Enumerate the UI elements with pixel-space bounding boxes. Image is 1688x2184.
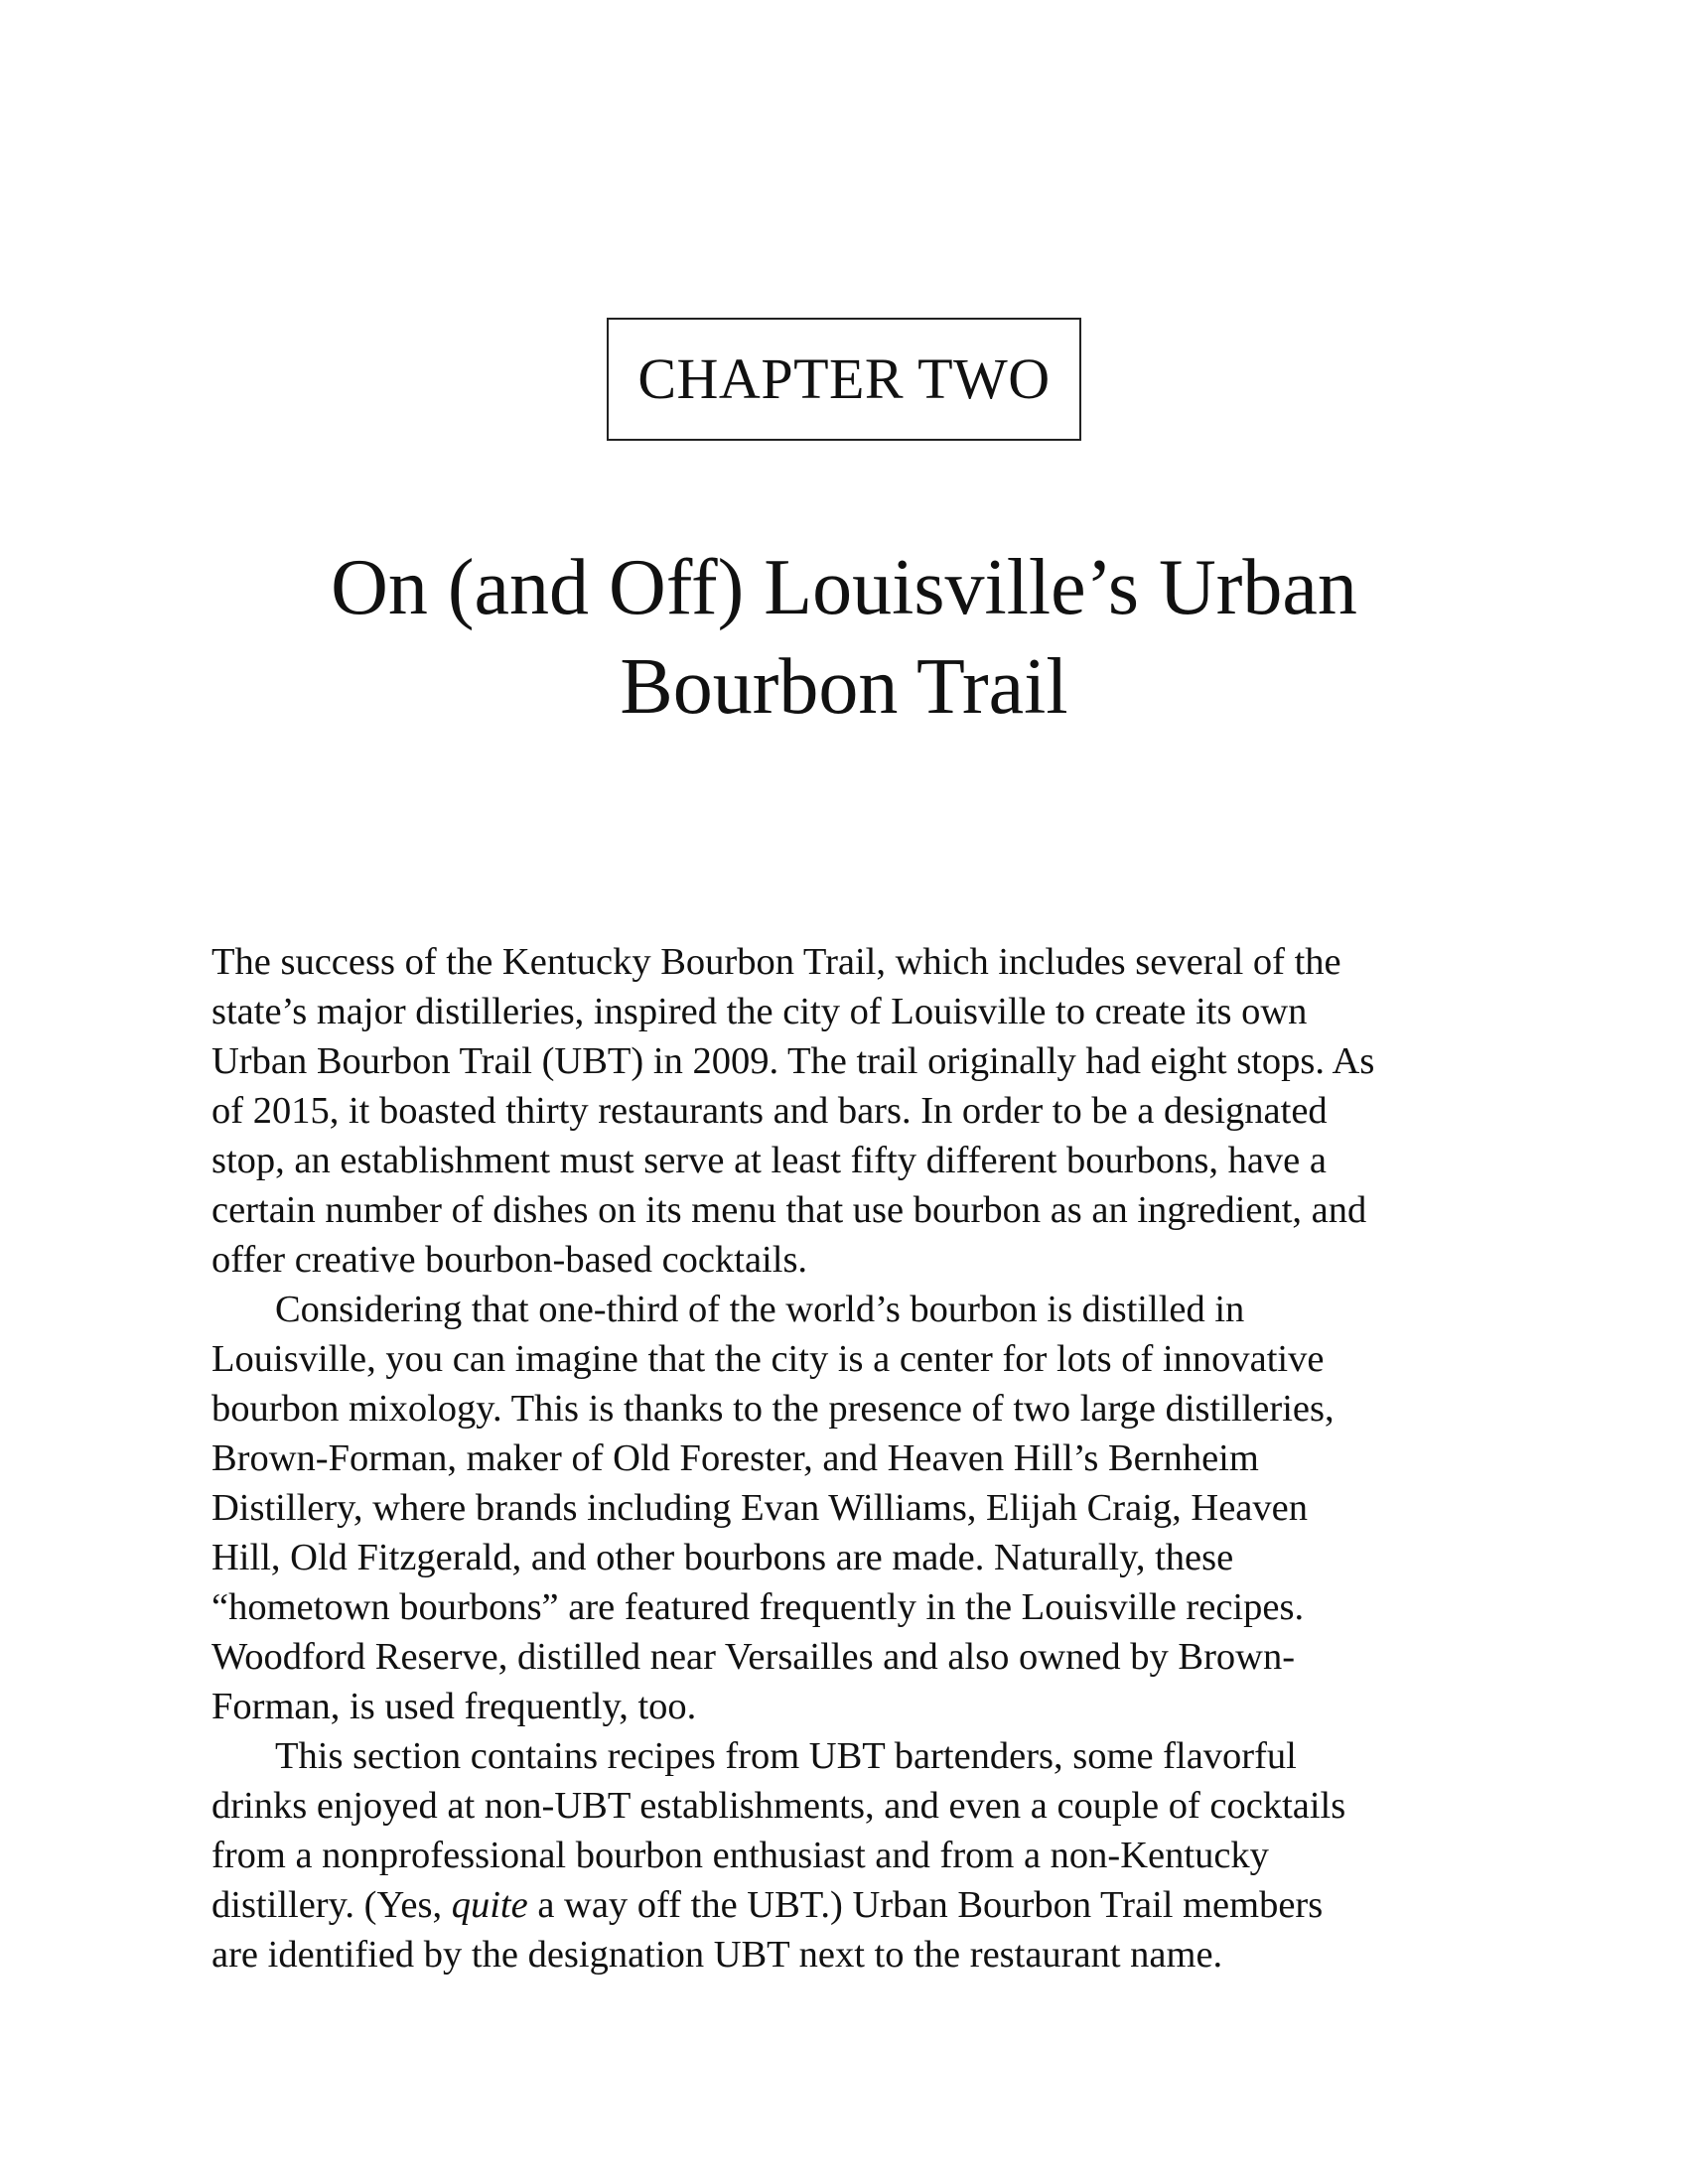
text-line: Distillery, where brands including Evan Williams, Elijah Craig, Heaven (211, 1487, 1308, 1529)
chapter-label-box (607, 318, 1081, 441)
text-line: stop, an establishment must serve at least fifty different bourbons, have a (211, 1140, 1327, 1181)
chapter-title-line: Bourbon Trail (620, 643, 1068, 731)
text-line: Forman, is used frequently, too. (211, 1686, 697, 1727)
chapter-title (199, 538, 1489, 737)
text-line: of 2015, it boasted thirty restaurants and bars. In order to be a designated (211, 1090, 1328, 1132)
paragraph-3 (211, 1731, 1502, 1979)
text-line: Urban Bourbon Trail (UBT) in 2009. The trail originally had eight stops. As (211, 1040, 1375, 1082)
text-line: offer creative bourbon-based cocktails. (211, 1239, 808, 1281)
text-line: Woodford Reserve, distilled near Versailles and also owned by Brown- (211, 1636, 1296, 1678)
text-line: Hill, Old Fitzgerald, and other bourbons are made. Naturally, these (211, 1537, 1234, 1578)
paragraph-1 (211, 937, 1502, 1285)
text-line: are identified by the designation UBT next to the restaurant name. (211, 1934, 1223, 1976)
text-line: The success of the Kentucky Bourbon Trail, which includes several of the (211, 941, 1341, 983)
chapter-label: CHAPTER TWO (637, 346, 1051, 411)
chapter-title-line: On (and Off) Louisville’s Urban (331, 544, 1357, 631)
text-run: distillery. (Yes, (211, 1884, 452, 1926)
text-line: from a nonprofessional bourbon enthusiast and from a non-Kentucky (211, 1835, 1269, 1876)
text-run: a way off the UBT.) Urban Bourbon Trail members (527, 1884, 1324, 1926)
text-line: drinks enjoyed at non-UBT establishments, and even a couple of cocktails (211, 1785, 1346, 1827)
text-line: bourbon mixology. This is thanks to the presence of two large distilleries, (211, 1388, 1335, 1430)
text-line: Louisville, you can imagine that the city is a center for lots of innovative (211, 1338, 1325, 1380)
text-line: Considering that one-third of the world’s bourbon is distilled in (275, 1289, 1245, 1330)
text-line: certain number of dishes on its menu that use bourbon as an ingredient, and (211, 1189, 1367, 1231)
text-line: state’s major distilleries, inspired the city of Louisville to create its own (211, 991, 1308, 1032)
paragraph-2 (211, 1285, 1502, 1731)
text-line: “hometown bourbons” are featured frequently in the Louisville recipes. (211, 1586, 1305, 1628)
emphasized-word: quite (451, 1884, 528, 1926)
text-line: Brown-Forman, maker of Old Forester, and Heaven Hill’s Bernheim (211, 1437, 1259, 1479)
text-line: This section contains recipes from UBT bartenders, some flavorful (275, 1735, 1297, 1777)
body-text (211, 937, 1502, 1979)
text-line (211, 1880, 1502, 1930)
